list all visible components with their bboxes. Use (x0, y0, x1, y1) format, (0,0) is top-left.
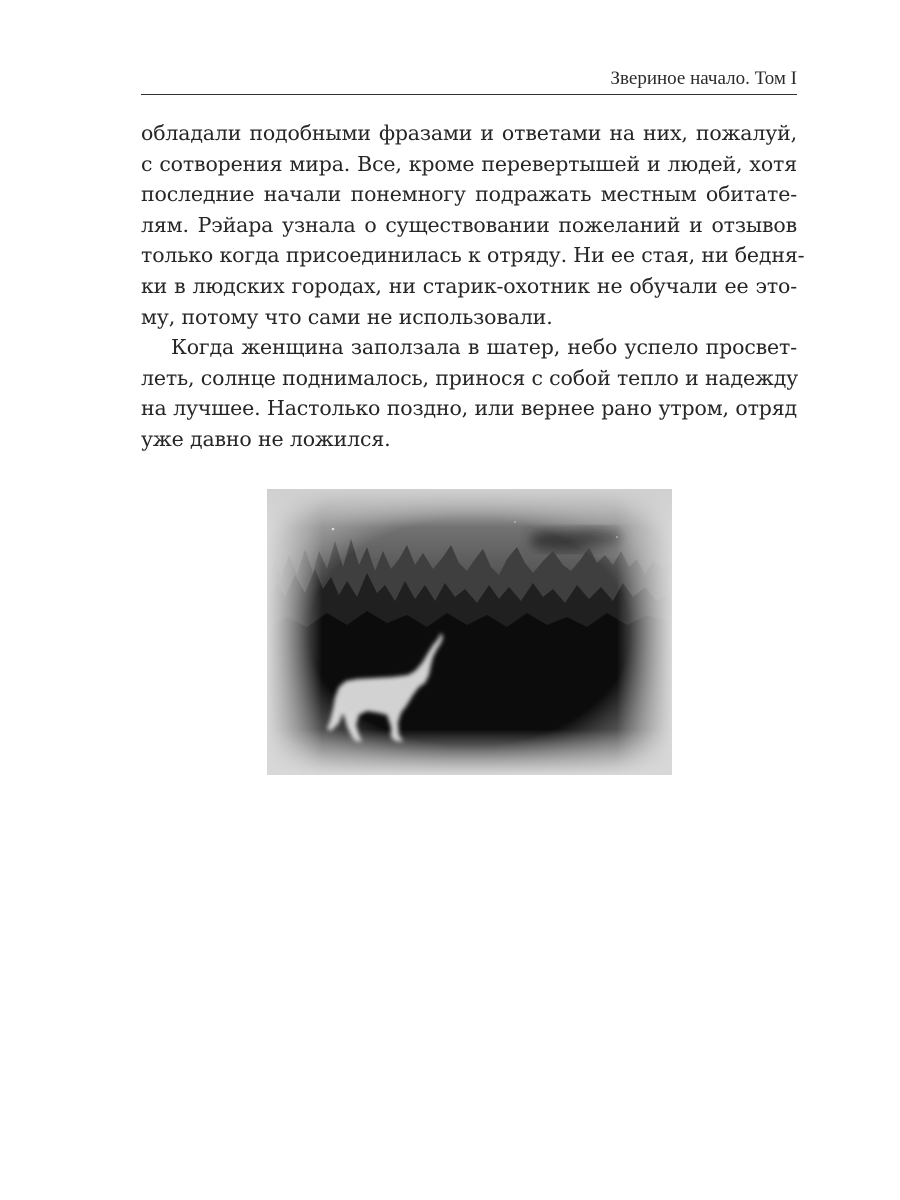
text-line: только когда присоединилась к отряду. Ни ее стая, ни бедня- (141, 243, 805, 268)
wolf-forest-icon (267, 489, 672, 775)
text-line: с сотворения мира. Все, кроме перевертышей и людей, хотя (141, 151, 797, 176)
text-line: Когда женщина заползала в шатер, небо успело просвет- (171, 335, 797, 360)
paragraph-1 (141, 118, 805, 332)
text-line: на лучшее. Настолько поздно, или вернее рано утром, отряд (141, 396, 797, 421)
text-line: последние начали понемногу подражать местным обитате- (141, 182, 797, 207)
text-line: му, потому что сами не использовали. (141, 304, 553, 329)
text-line: леть, солнце поднималось, принося с собой тепло и надежду (141, 365, 799, 390)
text-line: ки в людских городах, ни старик-охотник не обучали ее это- (141, 273, 797, 298)
text-line: обладали подобными фразами и ответами на них, пожалуй, (141, 121, 797, 145)
book-title: Звериное начало. Том I (610, 68, 797, 89)
paragraph-2 (141, 332, 797, 454)
text-line: уже давно не ложился. (141, 426, 391, 451)
running-head (141, 70, 797, 95)
body-text (141, 118, 805, 455)
text-line: лям. Рэйара узнала о существовании пожеланий и отзывов (141, 212, 797, 237)
wolf-illustration (267, 489, 672, 775)
